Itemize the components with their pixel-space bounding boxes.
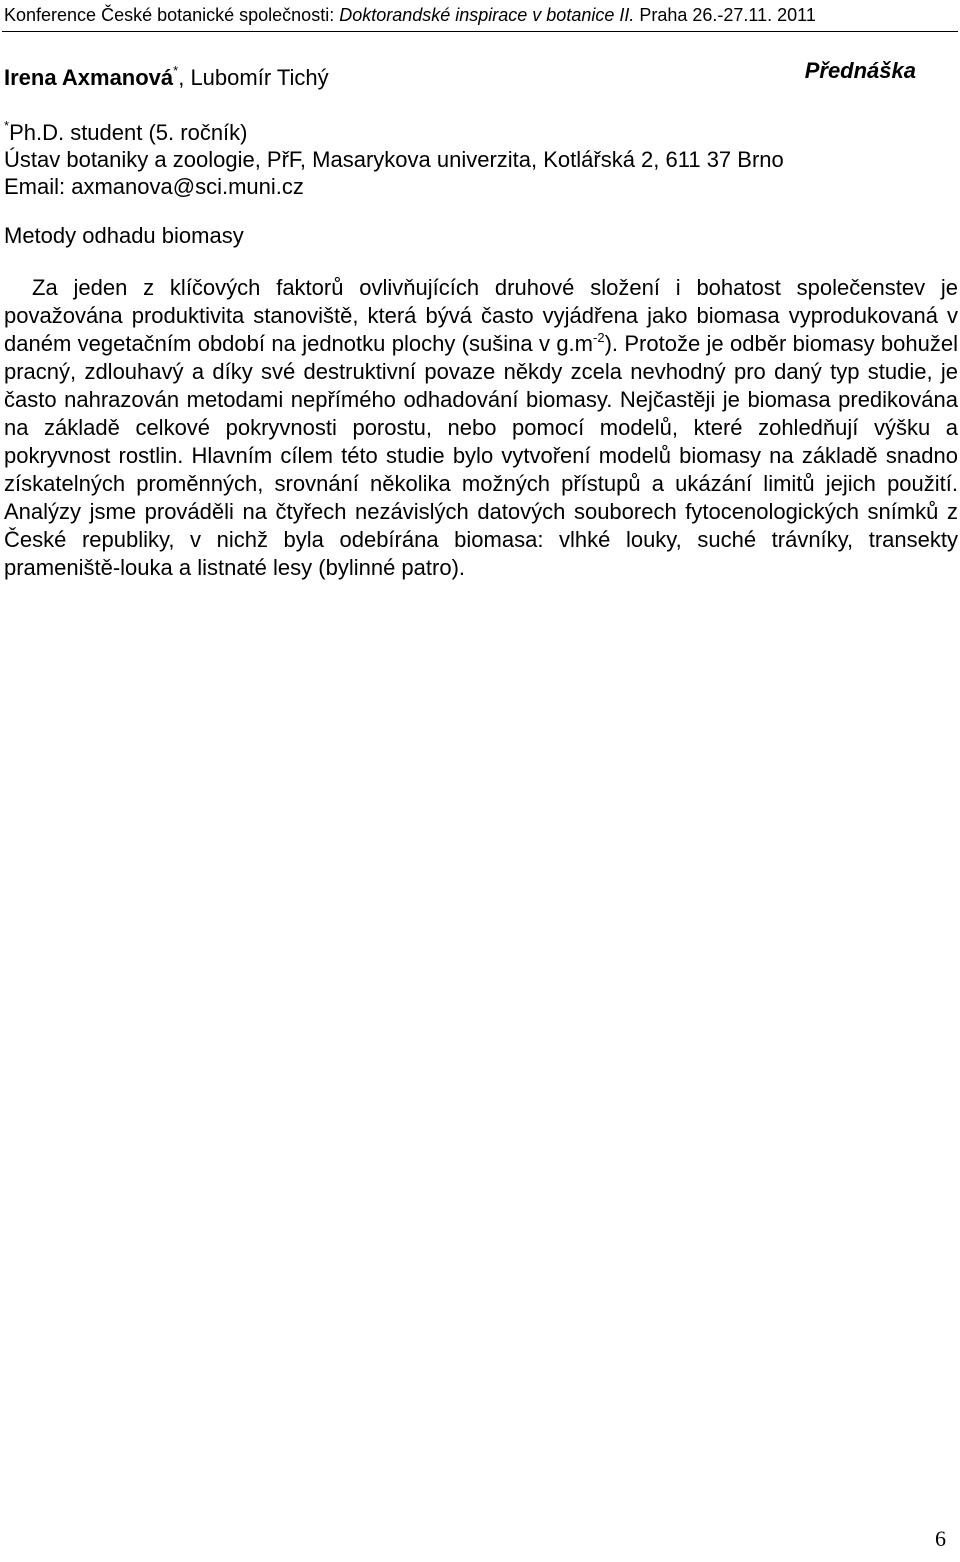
email: Email: axmanova@sci.muni.cz xyxy=(4,174,304,199)
first-author-mark: * xyxy=(173,63,179,78)
abstract-title: Metody odhadu biomasy xyxy=(4,223,244,248)
abstract-text-part2: ). Protože je odběr biomasy bohužel pracný, zdlouhavý a díky své destruktivní povaze někdy zcela nevhodný pro daný typ studie, je často nahrazován metodami nepřímého odhadování biomasy. Nejčastěji je biomasa predikována na základě celkové pokryvnosti porostu, nebo pomocí modelů, které zohledňují výšku a pokryvnost rostlin. Hlavním cílem této studie bylo vytvoření modelů biomasy na základě snadno získatelných proměnných, srovnání několika možných přístupů a ukázání limitů jejich použití. Analýzy jsme prováděli na čtyřech nezávislých datových souborech fytocenologických snímků z České republiky, v nichž byla odebírána biomasa: vlhké louky, suché trávníky, transekty prameniště-louka a listnaté lesy (bylinné patro). xyxy=(4,331,958,580)
first-author: Irena Axmanová xyxy=(4,65,174,90)
talk-type: Přednáška xyxy=(804,58,916,83)
other-authors: , Lubomír Tichý xyxy=(178,65,329,90)
conference-header-prefix: Konference České botanické společnosti: xyxy=(4,5,340,25)
student-note: Ph.D. student (5. ročník) xyxy=(9,120,248,145)
unit-exponent: -2 xyxy=(593,330,605,345)
conference-header-suffix: Praha 26.-27.11. 2011 xyxy=(634,5,816,25)
institute: Ústav botaniky a zoologie, PřF, Masarykova univerzita, Kotlářská 2, 611 37 Brno xyxy=(4,147,784,172)
abstract-body xyxy=(4,274,958,582)
header-divider xyxy=(2,31,958,32)
abstract-text-part1: Za jeden z klíčových faktorů ovlivňujících druhové složení i bohatost společenstev je považována produktivita stanoviště, která bývá často vyjádřena jako biomasa vyprodukovaná v daném vegetačním období na jednotku plochy (sušina v g.m xyxy=(4,275,958,356)
page-number: 6 xyxy=(935,1526,946,1551)
student-mark: * xyxy=(4,118,10,133)
conference-header xyxy=(4,5,954,25)
conference-header-italic: Doktorandské inspirace v botanice II. xyxy=(339,5,635,25)
affiliation-block xyxy=(4,112,954,200)
student-note-line xyxy=(4,112,954,146)
